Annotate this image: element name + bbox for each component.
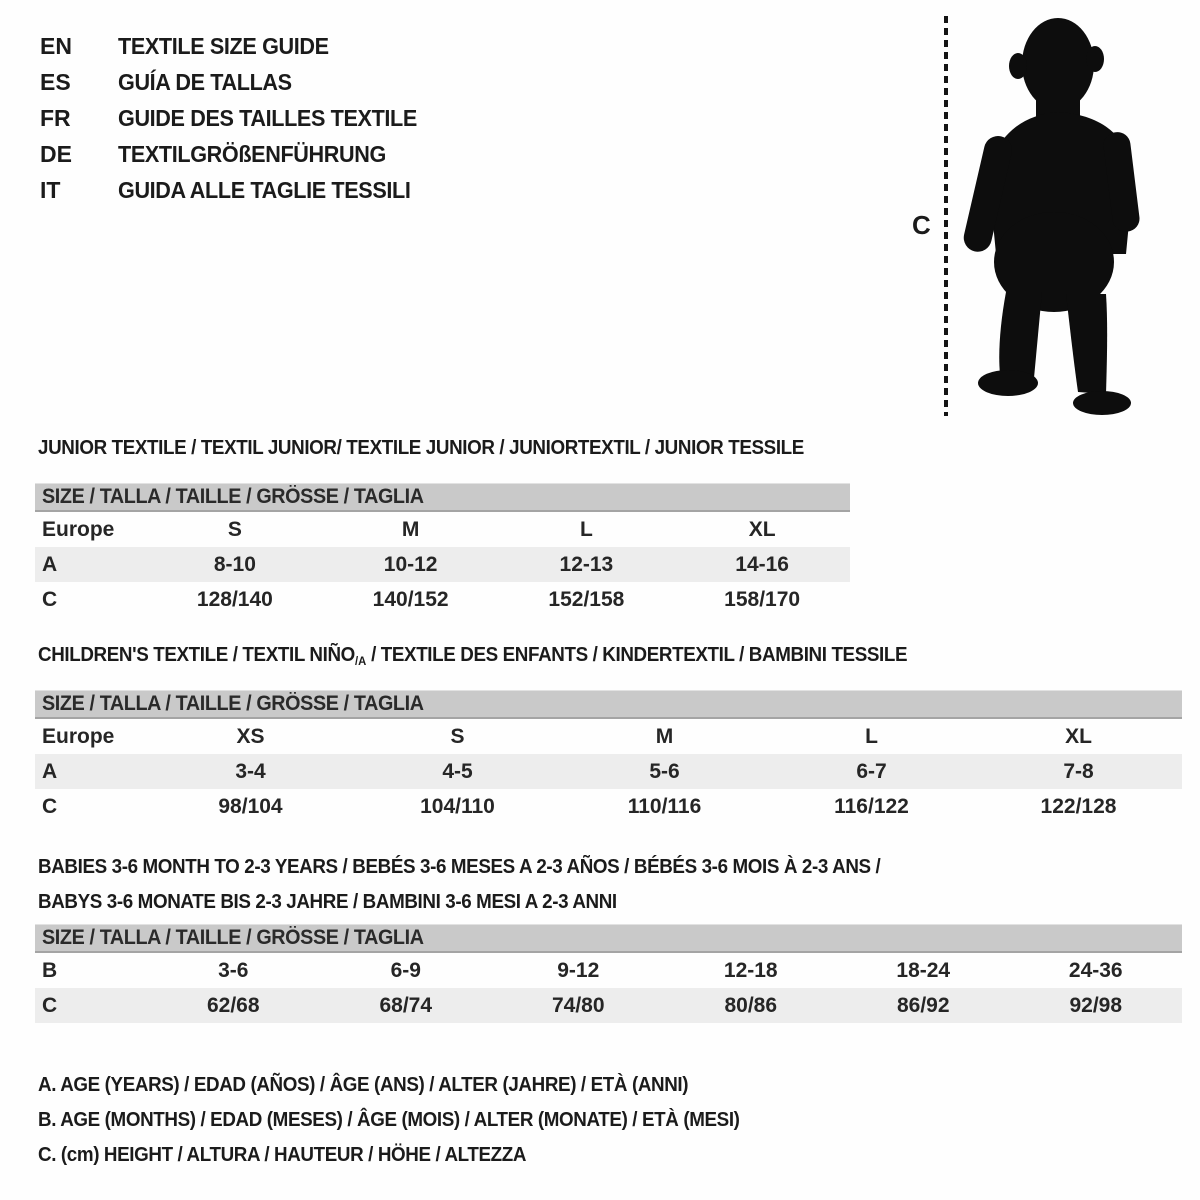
table-row [35, 988, 1182, 1023]
table-cell: 104/110 [420, 794, 495, 818]
table-row [35, 754, 1182, 789]
legend-line-c: C. (cm) HEIGHT / ALTURA / HAUTEUR / HÖHE / ALTEZZA [38, 1144, 527, 1166]
children-title-pre: CHILDREN'S TEXTILE / TEXTIL NIÑO [38, 644, 355, 666]
table-cell: 18-24 [896, 958, 951, 982]
children-title-sub: /A [354, 654, 367, 668]
guide-title: GUIDA ALLE TAGLIE TESSILI [118, 176, 411, 203]
table-cell: 140/152 [372, 587, 449, 611]
language-code: DE [40, 140, 72, 167]
babies-section-title-line2: BABYS 3-6 MONATE BIS 2-3 JAHRE / BAMBINI 3-6 MESI A 2-3 ANNI [38, 891, 617, 913]
language-code: EN [40, 32, 72, 59]
row-label: A [42, 759, 58, 783]
table-cell: XL [1065, 724, 1092, 748]
row-label: A [42, 552, 58, 576]
language-code: FR [40, 104, 71, 131]
height-measure-label: C [912, 210, 931, 240]
children-size-table [35, 690, 1182, 824]
height-measure-dashed-line [944, 16, 948, 416]
table-cell: 98/104 [218, 794, 283, 818]
junior-section-title-text: JUNIOR TEXTILE / TEXTIL JUNIOR/ TEXTILE JUNIOR / JUNIORTEXTIL / JUNIOR TESSILE [38, 437, 804, 459]
junior-size-table [35, 483, 850, 617]
table-cell: 86/92 [896, 993, 950, 1017]
row-label: C [42, 993, 58, 1017]
row-label: Europe [42, 724, 115, 748]
babies-size-table [35, 924, 1182, 1023]
table-cell: 80/86 [724, 993, 778, 1017]
babies-section-title [38, 850, 934, 920]
table-cell: 116/122 [834, 794, 909, 818]
size-header-text: SIZE / TALLA / TAILLE / GRÖSSE / TAGLIA [42, 926, 424, 949]
table-cell: 9-12 [557, 958, 600, 982]
junior-section-title [38, 437, 853, 460]
language-code: ES [40, 68, 71, 95]
toddler-silhouette-image [962, 14, 1140, 418]
row-label: Europe [42, 517, 115, 541]
size-header-bar [35, 690, 1182, 719]
language-code: IT [40, 176, 61, 203]
size-header-text: SIZE / TALLA / TAILLE / GRÖSSE / TAGLIA [42, 485, 424, 508]
table-cell: XS [236, 724, 265, 748]
table-cell: S [227, 517, 242, 541]
row-label: C [42, 587, 58, 611]
guide-title: GUÍA DE TALLAS [118, 68, 292, 95]
language-row [40, 64, 436, 100]
table-cell: 122/128 [1040, 794, 1117, 818]
table-cell: 5-6 [649, 759, 680, 783]
language-row [40, 172, 436, 208]
guide-title: TEXTILE SIZE GUIDE [118, 32, 329, 59]
size-header-text: SIZE / TALLA / TAILLE / GRÖSSE / TAGLIA [42, 692, 424, 715]
table-cell: 110/116 [627, 794, 702, 818]
table-row [35, 719, 1182, 754]
size-header-bar [35, 924, 1182, 953]
table-cell: 152/158 [548, 587, 625, 611]
table-cell: 6-7 [856, 759, 887, 783]
babies-section-title-line1: BABIES 3-6 MONTH TO 2-3 YEARS / BEBÉS 3-6 MESES A 2-3 AÑOS / BÉBÉS 3-6 MOIS À 2-3 ANS / [38, 856, 881, 878]
children-section-title-text [38, 644, 907, 668]
table-cell: XL [748, 517, 776, 541]
language-row [40, 28, 436, 64]
row-label: C [42, 794, 58, 818]
table-cell: 128/140 [196, 587, 273, 611]
table-cell: 14-16 [735, 552, 789, 576]
table-cell: 12-18 [723, 958, 778, 982]
table-cell: 3-6 [218, 958, 249, 982]
table-row [35, 512, 850, 547]
table-cell: 74/80 [551, 993, 605, 1017]
legend-line-b: B. AGE (MONTHS) / EDAD (MESES) / ÂGE (MOIS) / ALTER (MONATE) / ETÀ (MESI) [38, 1109, 740, 1131]
guide-title: TEXTILGRÖßENFÜHRUNG [118, 140, 386, 167]
table-cell: 6-9 [390, 958, 421, 982]
table-row [35, 953, 1182, 988]
table-cell: 3-4 [235, 759, 266, 783]
table-row [35, 547, 850, 582]
row-label: B [42, 958, 58, 982]
table-cell: 12-13 [559, 552, 614, 576]
children-title-post: / TEXTILE DES ENFANTS / KINDERTEXTIL / BAMBINI TESSILE [366, 644, 908, 666]
table-cell: 7-8 [1063, 759, 1094, 783]
language-title-list [40, 28, 436, 208]
measurement-legend [38, 1068, 784, 1173]
children-section-title [38, 644, 963, 668]
table-cell: 24-36 [1068, 958, 1123, 982]
table-cell: 10-12 [383, 552, 438, 576]
legend-line-a: A. AGE (YEARS) / EDAD (AÑOS) / ÂGE (ANS) / ALTER (JAHRE) / ETÀ (ANNI) [38, 1074, 689, 1096]
table-cell: 68/74 [379, 993, 433, 1017]
table-cell: M [401, 517, 420, 541]
table-row [35, 582, 850, 617]
table-cell: M [655, 724, 674, 748]
table-cell: S [450, 724, 465, 748]
guide-title: GUIDE DES TAILLES TEXTILE [118, 104, 417, 131]
language-row [40, 100, 436, 136]
table-cell: L [579, 517, 593, 541]
language-row [40, 136, 436, 172]
size-header-bar [35, 483, 850, 512]
table-cell: L [865, 724, 878, 748]
table-cell: 158/170 [724, 587, 801, 611]
table-cell: 92/98 [1069, 993, 1123, 1017]
table-row [35, 789, 1182, 824]
table-cell: 4-5 [442, 759, 473, 783]
table-cell: 62/68 [206, 993, 260, 1017]
table-cell: 8-10 [213, 552, 256, 576]
